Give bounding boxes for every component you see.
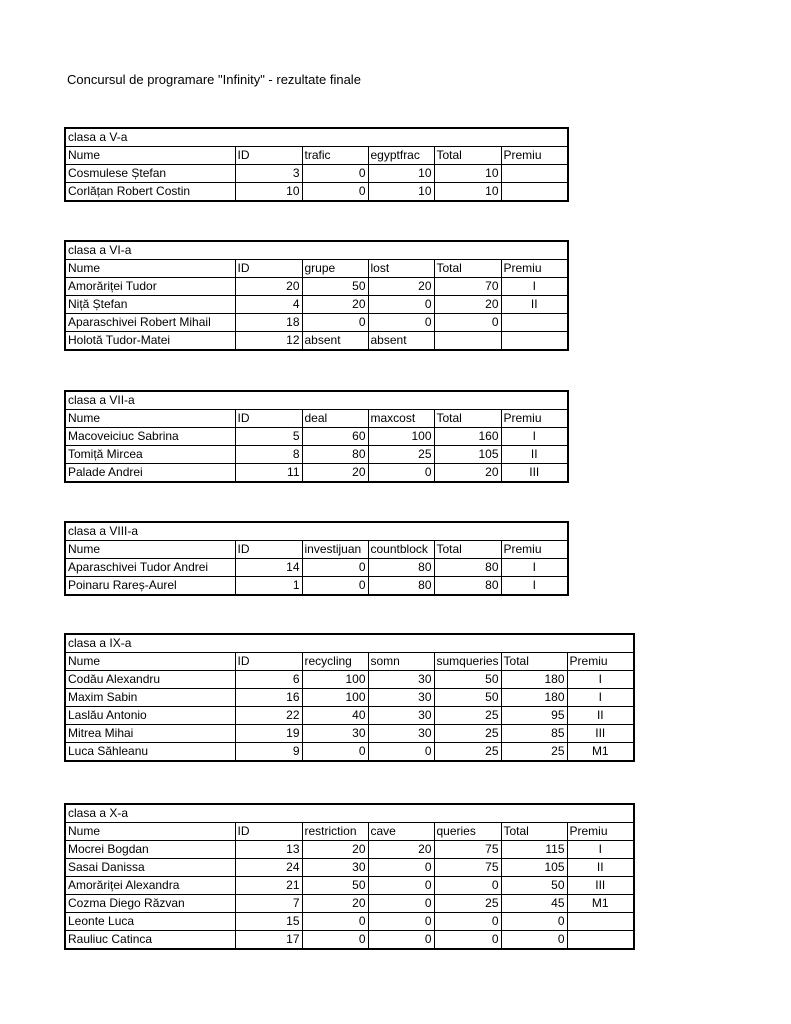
page-title: Concursul de programare "Infinity" - rezultate finale — [67, 72, 361, 87]
student-name: Maxim Sabin — [65, 689, 235, 707]
student-id: 15 — [235, 913, 302, 931]
header-prize: Premiu — [501, 260, 568, 278]
results-table-class-7 — [64, 390, 569, 483]
table-row — [65, 446, 568, 464]
results-table-class-5 — [64, 127, 569, 202]
score-total: 10 — [434, 165, 501, 183]
class-label: clasa a VI-a — [65, 241, 568, 260]
student-name: Aparaschivei Robert Mihail — [65, 314, 235, 332]
prize: I — [567, 841, 634, 859]
score-problem-2: 30 — [368, 707, 434, 725]
score-problem-2: 20 — [368, 841, 434, 859]
score-problem-3: 75 — [434, 841, 501, 859]
score-total: 160 — [434, 428, 501, 446]
student-id: 9 — [235, 743, 302, 762]
score-total: 105 — [434, 446, 501, 464]
score-problem-2: 0 — [368, 296, 434, 314]
prize: III — [501, 464, 568, 483]
score-problem-1: 0 — [302, 314, 368, 332]
header-name: Nume — [65, 541, 235, 559]
score-problem-1: 40 — [302, 707, 368, 725]
score-problem-2: absent — [368, 332, 434, 351]
header-problem-3: queries — [434, 823, 501, 841]
prize — [501, 183, 568, 202]
table-row — [65, 671, 634, 689]
header-id: ID — [235, 147, 302, 165]
score-total: 25 — [501, 743, 567, 762]
prize: I — [501, 577, 568, 596]
score-problem-2: 10 — [368, 183, 434, 202]
table-row — [65, 931, 634, 950]
score-problem-3: 0 — [434, 931, 501, 950]
score-problem-1: 0 — [302, 743, 368, 762]
table-row — [65, 743, 634, 762]
table-row — [65, 689, 634, 707]
student-id: 12 — [235, 332, 302, 351]
score-problem-2: 30 — [368, 671, 434, 689]
score-problem-1: 0 — [302, 913, 368, 931]
header-name: Nume — [65, 823, 235, 841]
score-total: 80 — [434, 559, 501, 577]
student-name: Amorăriței Tudor — [65, 278, 235, 296]
class-label: clasa a VIII-a — [65, 522, 568, 541]
header-problem-3: sumqueries — [434, 653, 501, 671]
score-problem-3: 25 — [434, 707, 501, 725]
header-prize: Premiu — [501, 541, 568, 559]
student-name: Laslău Antonio — [65, 707, 235, 725]
score-total: 50 — [501, 877, 567, 895]
results-table-class-10 — [64, 803, 635, 950]
student-id: 7 — [235, 895, 302, 913]
student-id: 6 — [235, 671, 302, 689]
table-row — [65, 332, 568, 351]
student-name: Corlățan Robert Costin — [65, 183, 235, 202]
student-id: 14 — [235, 559, 302, 577]
student-name: Mocrei Bogdan — [65, 841, 235, 859]
header-problem-1: trafic — [302, 147, 368, 165]
score-total: 0 — [501, 931, 567, 950]
score-problem-3: 0 — [434, 913, 501, 931]
score-problem-2: 0 — [368, 877, 434, 895]
results-table-class-6 — [64, 240, 569, 351]
score-problem-3: 75 — [434, 859, 501, 877]
score-total: 95 — [501, 707, 567, 725]
table-row — [65, 314, 568, 332]
header-prize: Premiu — [567, 653, 634, 671]
score-problem-2: 80 — [368, 577, 434, 596]
score-problem-1: 0 — [302, 165, 368, 183]
score-problem-1: 20 — [302, 841, 368, 859]
score-problem-1: 0 — [302, 559, 368, 577]
score-total: 85 — [501, 725, 567, 743]
header-prize: Premiu — [501, 410, 568, 428]
header-problem-2: countblock — [368, 541, 434, 559]
prize: M1 — [567, 895, 634, 913]
header-total: Total — [501, 823, 567, 841]
header-problem-1: investijuan — [302, 541, 368, 559]
student-name: Luca Săhleanu — [65, 743, 235, 762]
prize: M1 — [567, 743, 634, 762]
score-problem-2: 25 — [368, 446, 434, 464]
header-total: Total — [434, 541, 501, 559]
header-total: Total — [434, 147, 501, 165]
header-prize: Premiu — [501, 147, 568, 165]
score-problem-1: 30 — [302, 859, 368, 877]
header-id: ID — [235, 653, 302, 671]
prize — [567, 913, 634, 931]
score-total: 0 — [501, 913, 567, 931]
score-problem-1: absent — [302, 332, 368, 351]
student-id: 8 — [235, 446, 302, 464]
student-name: Mitrea Mihai — [65, 725, 235, 743]
score-problem-1: 60 — [302, 428, 368, 446]
header-total: Total — [434, 410, 501, 428]
table-row — [65, 877, 634, 895]
header-id: ID — [235, 410, 302, 428]
score-problem-2: 0 — [368, 743, 434, 762]
student-id: 13 — [235, 841, 302, 859]
header-total: Total — [501, 653, 567, 671]
prize: I — [567, 671, 634, 689]
header-problem-2: maxcost — [368, 410, 434, 428]
table-row — [65, 464, 568, 483]
prize: III — [567, 877, 634, 895]
table-row — [65, 428, 568, 446]
score-problem-3: 25 — [434, 743, 501, 762]
student-name: Poinaru Rareș-Aurel — [65, 577, 235, 596]
prize — [567, 931, 634, 950]
score-problem-2: 100 — [368, 428, 434, 446]
student-id: 10 — [235, 183, 302, 202]
score-problem-3: 50 — [434, 689, 501, 707]
score-problem-2: 0 — [368, 464, 434, 483]
student-name: Codău Alexandru — [65, 671, 235, 689]
score-problem-3: 0 — [434, 877, 501, 895]
score-problem-1: 100 — [302, 689, 368, 707]
header-id: ID — [235, 260, 302, 278]
table-row — [65, 725, 634, 743]
class-label: clasa a IX-a — [65, 634, 634, 653]
header-problem-2: somn — [368, 653, 434, 671]
header-name: Nume — [65, 260, 235, 278]
table-row — [65, 913, 634, 931]
header-problem-1: grupe — [302, 260, 368, 278]
score-total: 70 — [434, 278, 501, 296]
score-total: 45 — [501, 895, 567, 913]
prize: I — [567, 689, 634, 707]
score-problem-2: 30 — [368, 689, 434, 707]
student-name: Leonte Luca — [65, 913, 235, 931]
student-name: Tomiță Mircea — [65, 446, 235, 464]
score-problem-1: 20 — [302, 464, 368, 483]
student-id: 22 — [235, 707, 302, 725]
prize — [501, 165, 568, 183]
student-id: 20 — [235, 278, 302, 296]
student-name: Aparaschivei Tudor Andrei — [65, 559, 235, 577]
student-name: Niță Ștefan — [65, 296, 235, 314]
score-problem-1: 0 — [302, 931, 368, 950]
class-label: clasa a V-a — [65, 128, 568, 147]
score-total: 0 — [434, 314, 501, 332]
header-name: Nume — [65, 653, 235, 671]
table-row — [65, 859, 634, 877]
score-problem-1: 80 — [302, 446, 368, 464]
score-total: 10 — [434, 183, 501, 202]
results-table-class-9 — [64, 633, 635, 762]
header-problem-2: egyptfrac — [368, 147, 434, 165]
prize: I — [501, 559, 568, 577]
score-problem-2: 20 — [368, 278, 434, 296]
prize: II — [501, 296, 568, 314]
student-id: 24 — [235, 859, 302, 877]
student-id: 5 — [235, 428, 302, 446]
score-problem-1: 50 — [302, 877, 368, 895]
header-problem-1: deal — [302, 410, 368, 428]
header-id: ID — [235, 823, 302, 841]
student-name: Holotă Tudor-Matei — [65, 332, 235, 351]
table-row — [65, 841, 634, 859]
student-id: 11 — [235, 464, 302, 483]
student-id: 19 — [235, 725, 302, 743]
score-problem-1: 0 — [302, 577, 368, 596]
prize: III — [567, 725, 634, 743]
student-name: Palade Andrei — [65, 464, 235, 483]
header-problem-1: restriction — [302, 823, 368, 841]
score-problem-2: 0 — [368, 859, 434, 877]
score-problem-2: 10 — [368, 165, 434, 183]
score-problem-2: 0 — [368, 931, 434, 950]
student-id: 17 — [235, 931, 302, 950]
score-problem-2: 30 — [368, 725, 434, 743]
score-total — [434, 332, 501, 351]
prize — [501, 332, 568, 351]
prize — [501, 314, 568, 332]
score-problem-1: 100 — [302, 671, 368, 689]
score-total: 20 — [434, 296, 501, 314]
student-name: Amorăriței Alexandra — [65, 877, 235, 895]
score-problem-3: 50 — [434, 671, 501, 689]
prize: II — [567, 859, 634, 877]
score-problem-3: 25 — [434, 725, 501, 743]
student-id: 3 — [235, 165, 302, 183]
score-total: 80 — [434, 577, 501, 596]
score-total: 115 — [501, 841, 567, 859]
student-id: 16 — [235, 689, 302, 707]
student-id: 4 — [235, 296, 302, 314]
results-table-class-8 — [64, 521, 569, 596]
score-problem-1: 30 — [302, 725, 368, 743]
header-name: Nume — [65, 410, 235, 428]
score-problem-1: 0 — [302, 183, 368, 202]
class-label: clasa a X-a — [65, 804, 634, 823]
prize: II — [501, 446, 568, 464]
header-problem-2: lost — [368, 260, 434, 278]
header-problem-1: recycling — [302, 653, 368, 671]
student-id: 21 — [235, 877, 302, 895]
score-problem-1: 50 — [302, 278, 368, 296]
table-row — [65, 895, 634, 913]
header-prize: Premiu — [567, 823, 634, 841]
student-id: 18 — [235, 314, 302, 332]
score-total: 180 — [501, 671, 567, 689]
student-name: Macoveiciuc Sabrina — [65, 428, 235, 446]
header-total: Total — [434, 260, 501, 278]
score-problem-2: 80 — [368, 559, 434, 577]
student-name: Cozma Diego Răzvan — [65, 895, 235, 913]
score-problem-2: 0 — [368, 913, 434, 931]
header-problem-2: cave — [368, 823, 434, 841]
table-row — [65, 559, 568, 577]
table-row — [65, 707, 634, 725]
table-row — [65, 165, 568, 183]
score-problem-2: 0 — [368, 314, 434, 332]
prize: II — [567, 707, 634, 725]
score-total: 105 — [501, 859, 567, 877]
table-row — [65, 278, 568, 296]
student-name: Cosmulese Ștefan — [65, 165, 235, 183]
header-name: Nume — [65, 147, 235, 165]
score-total: 180 — [501, 689, 567, 707]
score-problem-1: 20 — [302, 296, 368, 314]
score-problem-1: 20 — [302, 895, 368, 913]
score-problem-2: 0 — [368, 895, 434, 913]
header-id: ID — [235, 541, 302, 559]
student-name: Rauliuc Catinca — [65, 931, 235, 950]
prize: I — [501, 428, 568, 446]
class-label: clasa a VII-a — [65, 391, 568, 410]
score-problem-3: 25 — [434, 895, 501, 913]
table-row — [65, 183, 568, 202]
prize: I — [501, 278, 568, 296]
table-row — [65, 296, 568, 314]
student-id: 1 — [235, 577, 302, 596]
student-name: Sasai Danissa — [65, 859, 235, 877]
score-total: 20 — [434, 464, 501, 483]
table-row — [65, 577, 568, 596]
